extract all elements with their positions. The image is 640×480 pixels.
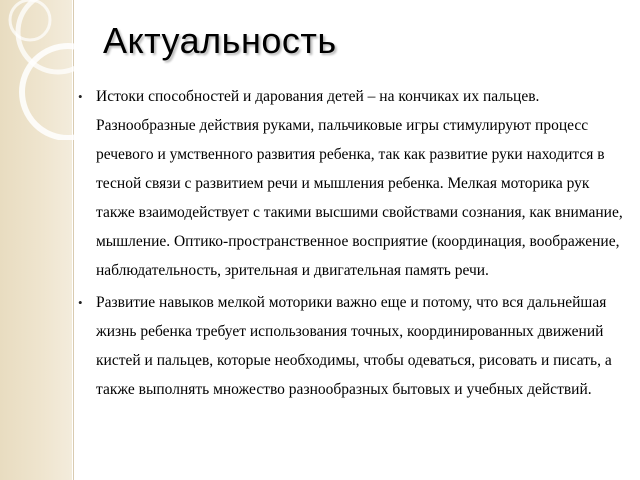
bullet-text: Развитие навыков мелкой моторики важно еще и потому, что вся дальнейшая жизнь ребенка требует использования точных, координированных движений кистей и пальцев, которые необходимы, чтобы одеваться, рисовать и писать, а также выполнять множество разнообразных бытовых и учебных действий.: [96, 294, 612, 398]
slide-title: Актуальность: [103, 20, 337, 61]
deco-circle-top: [18, 0, 98, 72]
bullet-icon: •: [78, 295, 83, 310]
bullet-list: [76, 82, 632, 407]
bullet-item: [76, 288, 632, 404]
bullet-item: [76, 82, 632, 285]
bullet-text: Истоки способностей и дарования детей – на кончиках их пальцев. Разнообразные действия руками, пальчиковые игры стимулируют процесс речевого и умственного развития ребенка, так как развитие руки находится в тесной связи с развитием речи и мышления ребенка. Мелкая моторика рук также взаимодействует с такими высшими свойствами сознания, как внимание, мышление. Оптико-пространственное восприятие (координация, воображение, наблюдательность, зрительная и двигательная память речи.: [96, 88, 623, 279]
bullet-icon: •: [78, 89, 83, 104]
